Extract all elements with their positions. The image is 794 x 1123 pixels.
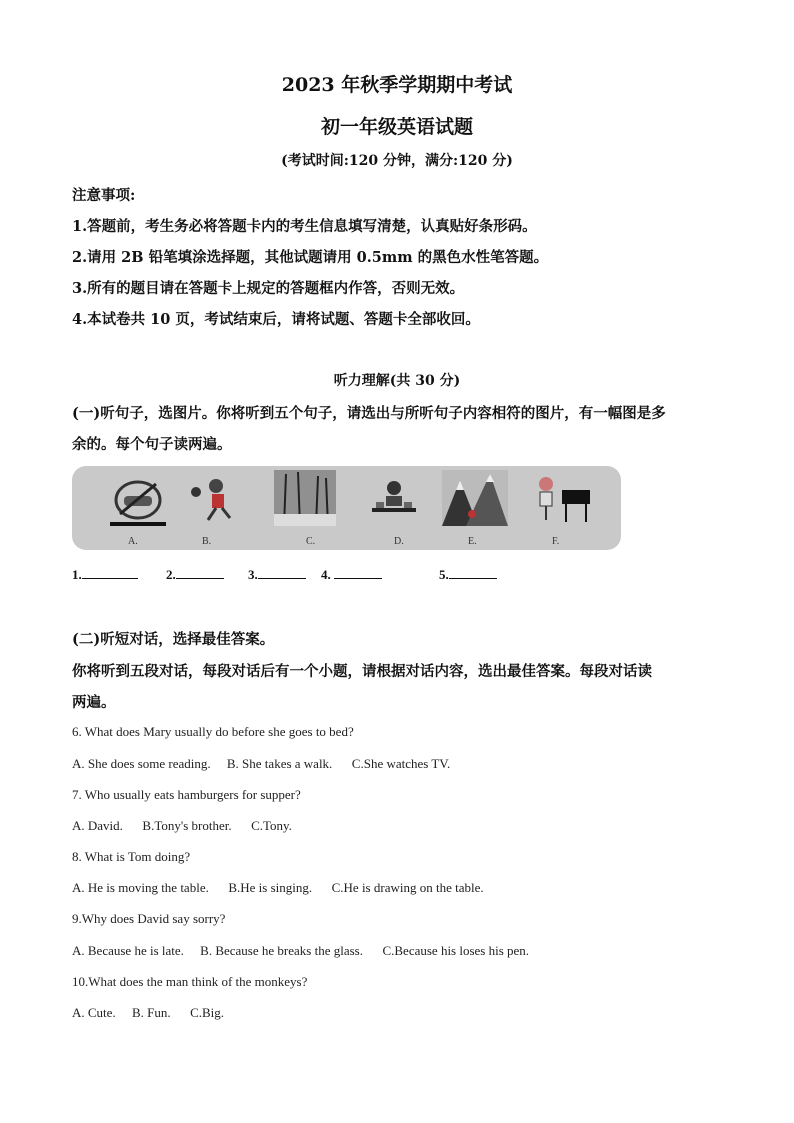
picture-c-snowy-forest <box>274 470 336 530</box>
question-8: 8. What is Tom doing? <box>72 849 191 864</box>
answer-blank-2: 2. <box>166 566 224 583</box>
picture-strip <box>72 466 621 550</box>
picture-a-no-hamburger <box>108 470 168 530</box>
question-8-options: A. He is moving the table. B.He is singing. C.He is drawing on the table. <box>72 880 484 895</box>
picture-label: C. <box>306 536 316 547</box>
question-7-options: A. David. B.Tony's brother. C.Tony. <box>72 818 292 833</box>
question-7: 7. Who usually eats hamburgers for supper? <box>72 787 301 802</box>
part2-heading: (二)听短对话，选择最佳答案。 <box>72 631 275 648</box>
note-item: 2.请用 2B 铅笔填涂选择题，其他试题请用 0.5mm 的黑色水性笔答题。 <box>72 249 549 266</box>
note-item: 3.所有的题目请在答题卡上规定的答题框内作答，否则无效。 <box>72 280 465 297</box>
picture-b-boy-running <box>184 470 244 530</box>
picture-d-boy-at-table <box>364 470 424 530</box>
exam-title: 2023 年秋季学期期中考试 <box>281 74 513 96</box>
answer-blank-5: 5. <box>439 566 497 583</box>
question-6: 6. What does Mary usually do before she goes to bed? <box>72 724 354 739</box>
note-item: 4.本试卷共 10 页，考试结束后，请将试题、答题卡全部收回。 <box>72 311 480 328</box>
picture-label: E. <box>468 536 477 547</box>
part2-instruction-cont: 两遍。 <box>72 694 116 711</box>
part1-instruction-cont: 余的。每个句子读两遍。 <box>72 436 232 453</box>
picture-label: D. <box>394 536 404 547</box>
notes-heading: 注意事项: <box>72 187 136 204</box>
part2-instruction: 你将听到五段对话，每段对话后有一个小题，请根据对话内容，选出最佳答案。每段对话读 <box>72 663 652 680</box>
question-9: 9.Why does David say sorry? <box>72 911 226 926</box>
answer-blank-1: 1. <box>72 566 138 583</box>
question-9-options: A. Because he is late. B. Because he breaks the glass. C.Because his loses his pen. <box>72 943 530 958</box>
answer-blank-3: 3. <box>248 566 306 583</box>
part1-instruction: (一)听句子，选图片。你将听到五个句子，请选出与所听句子内容相符的图片，有一幅图是多 <box>72 405 666 422</box>
question-10: 10.What does the man think of the monkeys? <box>72 974 308 989</box>
picture-label: B. <box>202 536 212 547</box>
picture-e-mountains <box>442 470 508 530</box>
picture-label: A. <box>128 536 138 547</box>
section-title: 听力理解(共 30 分) <box>333 373 461 389</box>
answer-blank-4: 4. <box>321 566 382 583</box>
question-6-options: A. She does some reading. B. She takes a walk. C.She watches TV. <box>72 756 451 771</box>
picture-label: F. <box>552 536 560 547</box>
exam-subtitle: 初一年级英语试题 <box>320 116 473 138</box>
question-10-options: A. Cute. B. Fun. C.Big. <box>72 1005 225 1020</box>
exam-meta: (考试时间:120 分钟，满分:120 分) <box>281 153 513 169</box>
picture-f-girl-piano <box>528 470 594 530</box>
note-item: 1.答题前，考生务必将答题卡内的考生信息填写清楚，认真贴好条形码。 <box>72 218 537 235</box>
